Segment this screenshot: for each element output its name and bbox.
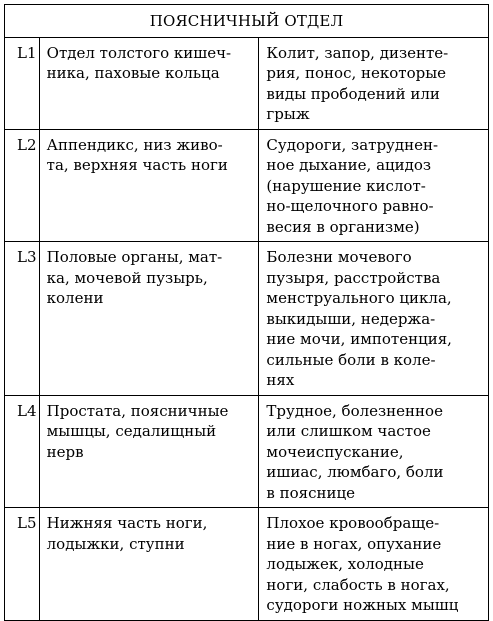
symptoms-cell: Трудное, болезненное или слишком частое мочеиспускание, ишиас, люмбаго, боли в пояснице: [259, 395, 489, 508]
lumbar-table: [4, 4, 489, 621]
table-row: [5, 37, 489, 129]
organs-cell: Половые органы, мат- ка, мочевой пузырь, колени: [39, 242, 259, 396]
table-row: [5, 129, 489, 242]
organs-cell: Аппендикс, низ живо- та, верхняя часть ноги: [39, 129, 259, 242]
table-header-row: [5, 5, 489, 38]
symptoms-cell: Судороги, затруднен- ное дыхание, ацидоз (нарушение кислот- но-щелочного равно- весия в организме): [259, 129, 489, 242]
symptoms-cell: Колит, запор, дизенте- рия, понос, некоторые виды прободений или грыж: [259, 37, 489, 129]
vertebra-code: L2: [5, 129, 40, 242]
symptoms-cell: Болезни мочевого пузыря, расстройства менструального цикла, выкидыши, недержа- ние мочи, импотенция, сильные боли в коле- нях: [259, 242, 489, 396]
table-row: [5, 508, 489, 621]
organs-cell: Нижняя часть ноги, лодыжки, ступни: [39, 508, 259, 621]
organs-cell: Простата, поясничные мышцы, седалищный нерв: [39, 395, 259, 508]
organs-cell: Отдел толстого кишеч- ника, паховые кольца: [39, 37, 259, 129]
table-row: [5, 242, 489, 396]
symptoms-cell: Плохое кровообраще- ние в ногах, опухание лодыжек, холодные ноги, слабость в ногах, судороги ножных мышц: [259, 508, 489, 621]
vertebra-code: L5: [5, 508, 40, 621]
table-row: [5, 395, 489, 508]
vertebra-code: L3: [5, 242, 40, 396]
table-title: ПОЯСНИЧНЫЙ ОТДЕЛ: [5, 5, 489, 38]
vertebra-code: L4: [5, 395, 40, 508]
vertebra-code: L1: [5, 37, 40, 129]
